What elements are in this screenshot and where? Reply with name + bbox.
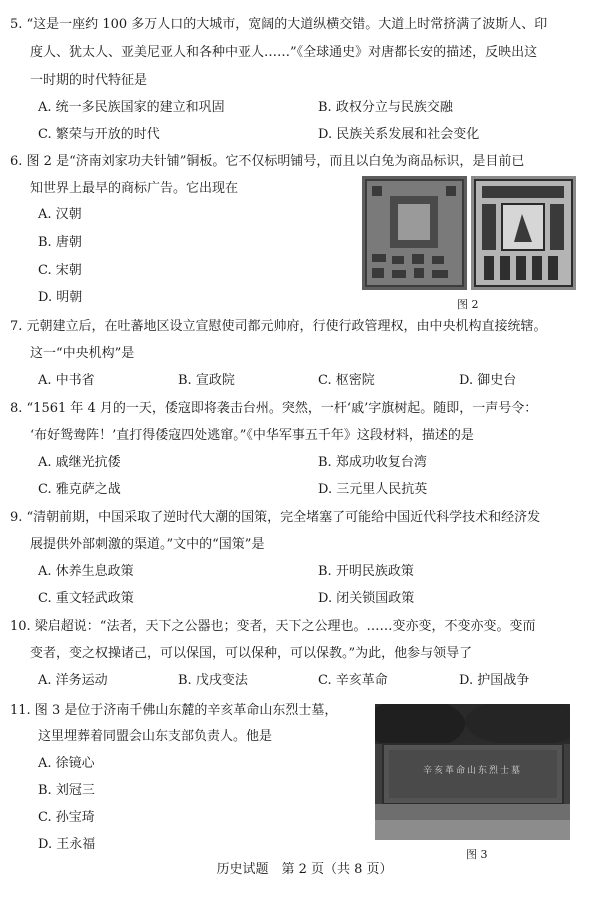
question-10-option-d: D. 护国战争: [459, 673, 530, 688]
question-7-line-2: 这一“中央机构”是: [30, 346, 135, 361]
question-7-option-a: A. 中书省: [38, 373, 95, 388]
question-11-line-2: 这里埋葬着同盟会山东支部负责人。他是: [38, 729, 273, 744]
question-5-option-d: D. 民族关系发展和社会变化: [318, 127, 480, 142]
question-11-option-c: C. 孙宝琦: [38, 810, 95, 825]
question-5-option-c: C. 繁荣与开放的时代: [38, 127, 160, 142]
question-9-option-b: B. 开明民族政策: [318, 564, 414, 579]
question-11-option-b: B. 刘冠三: [38, 783, 95, 798]
question-8-option-c: C. 雅克萨之战: [38, 482, 121, 497]
question-10-option-c: C. 辛亥革命: [318, 673, 388, 688]
figure-2-bronze-plate: [362, 176, 576, 290]
question-8-option-b: B. 郑成功收复台湾: [318, 455, 427, 470]
question-10-line-1: 10. 梁启超说：“法者，天下之公器也；变者，天下之公理也。……变亦变，不变亦变。变而: [10, 619, 536, 634]
page-footer: 历史试题 第 2 页（共 8 页）: [216, 862, 393, 877]
question-5-line-3: 一时期的时代特征是: [30, 73, 148, 88]
figure-3-tomb-photo: [375, 704, 570, 840]
question-8-option-a: A. 戚继光抗倭: [38, 455, 121, 470]
question-8-line-2: ‘布好鸳鸯阵！’直打得倭寇四处逃窜。”《中华军事五千年》这段材料，描述的是: [30, 428, 474, 443]
question-11-option-a: A. 徐镜心: [38, 756, 95, 771]
question-7-option-b: B. 宣政院: [178, 373, 235, 388]
question-9-line-1: 9. “清朝前期，中国采取了逆时代大潮的国策，完全堵塞了可能给中国近代科学技术和经济发: [10, 510, 541, 525]
question-5-line-2: 度人、犹太人、亚美尼亚人和各种中亚人……”《全球通史》对唐都长安的描述，反映出这: [30, 45, 538, 60]
tomb-inscription: 辛亥革命山东烈士墓: [422, 766, 522, 776]
question-6-option-a: A. 汉朝: [38, 207, 82, 222]
question-6-option-d: D. 明朝: [38, 290, 83, 305]
question-11-option-d: D. 王永福: [38, 837, 96, 852]
question-6-option-b: B. 唐朝: [38, 235, 82, 250]
question-10-option-b: B. 戊戌变法: [178, 673, 248, 688]
question-8-line-1: 8. “1561 年 4 月的一天，倭寇即将袭击台州。突然，一杆‘戚’字旗树起。随即，一声号令：: [10, 401, 538, 416]
question-9-option-a: A. 休养生息政策: [38, 564, 134, 579]
question-10-option-a: A. 洋务运动: [38, 673, 108, 688]
question-9-option-c: C. 重文轻武政策: [38, 591, 134, 606]
question-10-line-2: 变者，变之权操诸己，可以保国，可以保种，可以保教。”为此，他参与领导了: [30, 646, 473, 661]
question-5-option-b: B. 政权分立与民族交融: [318, 100, 453, 115]
question-7-option-d: D. 御史台: [459, 373, 517, 388]
question-6-line-1: 6. 图 2 是“济南刘家功夫针铺”铜板。它不仅标明铺号，而且以白兔为商品标识，是目前已: [10, 154, 525, 169]
question-8-option-d: D. 三元里人民抗英: [318, 482, 428, 497]
question-5-option-a: A. 统一多民族国家的建立和巩固: [38, 100, 225, 115]
question-9-option-d: D. 闭关锁国政策: [318, 591, 415, 606]
question-5-line-1: 5. “这是一座约 100 多万人口的大城市，宽阔的大道纵横交错。大道上时常挤满了波斯人、印: [10, 17, 548, 32]
question-6-option-c: C. 宋朝: [38, 263, 82, 278]
question-9-line-2: 展提供外部刺激的渠道。”文中的“国策”是: [30, 537, 265, 552]
figure-2-caption: 图 2: [457, 298, 479, 311]
question-6-line-2: 知世界上最早的商标广告。它出现在: [30, 181, 239, 196]
question-7-line-1: 7. 元朝建立后，在吐蕃地区设立宣慰使司都元帅府，行使行政管理权，由中央机构直接统辖。: [10, 319, 547, 334]
bronze-plate-image: [362, 176, 576, 290]
question-11-line-1: 11. 图 3 是位于济南千佛山东麓的辛亥革命山东烈士墓，: [10, 703, 338, 718]
question-7-option-c: C. 枢密院: [318, 373, 375, 388]
figure-3-caption: 图 3: [466, 848, 488, 861]
